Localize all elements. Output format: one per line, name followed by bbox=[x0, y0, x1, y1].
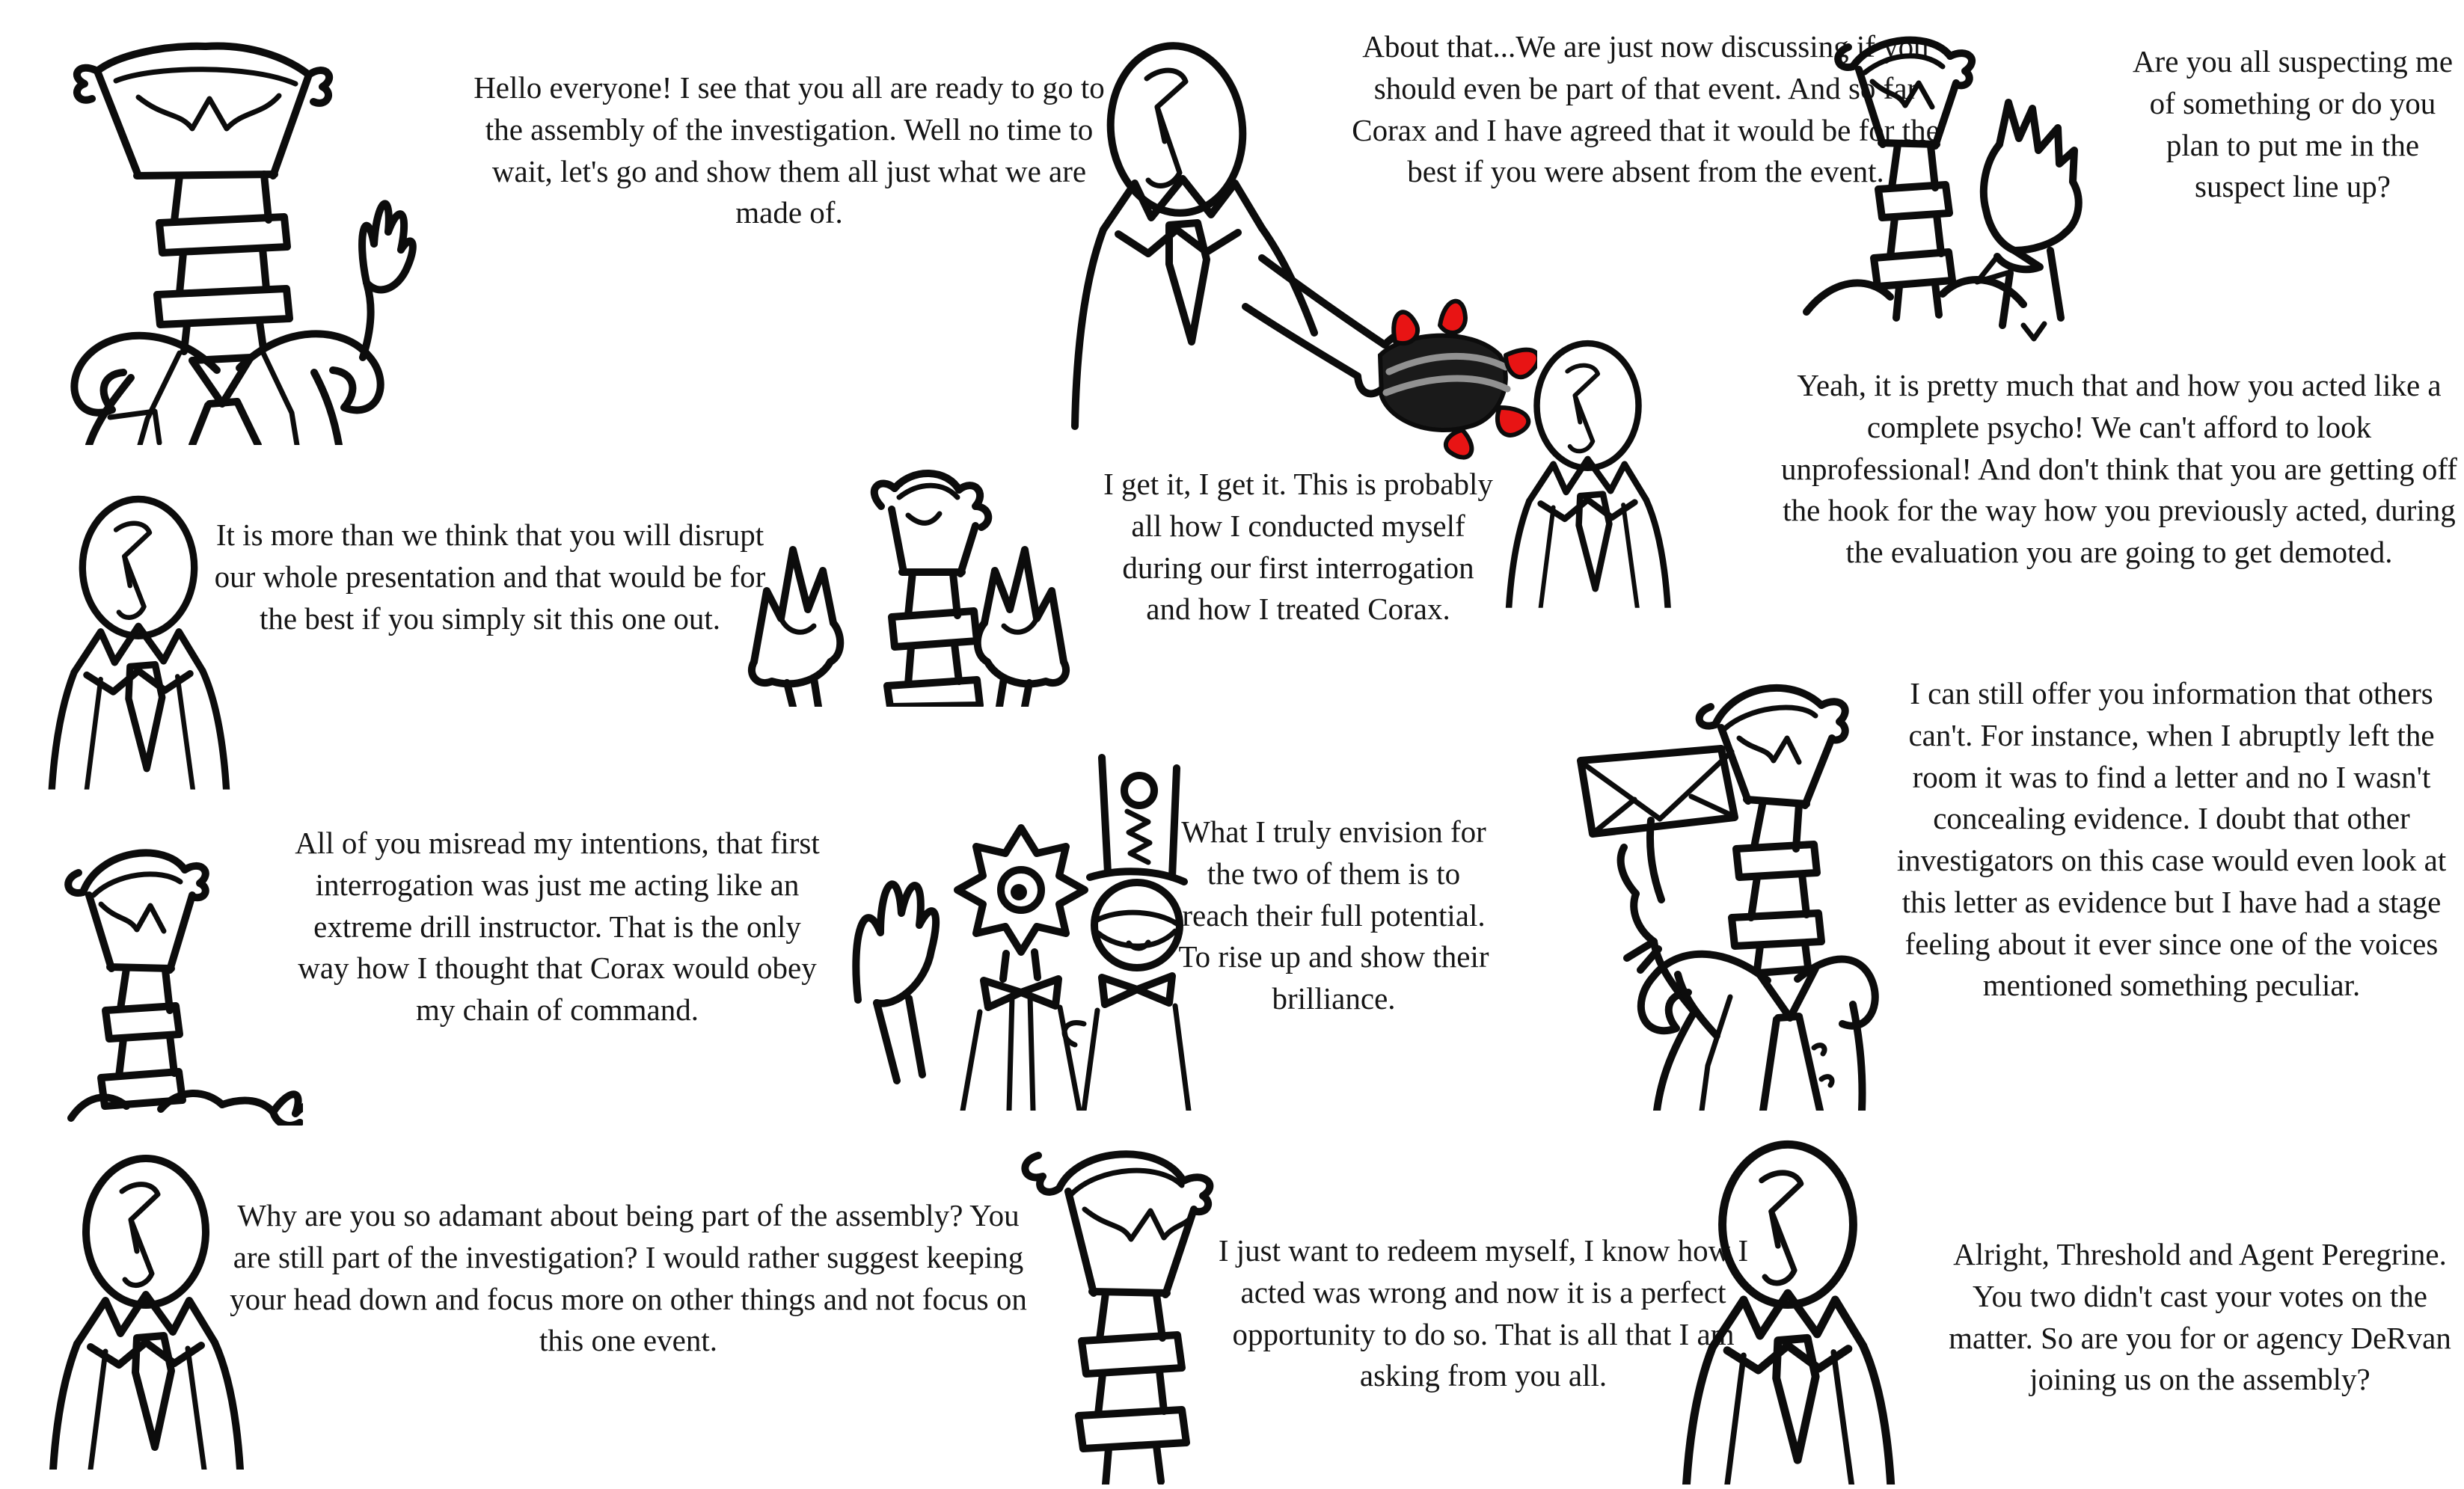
oval-figure-illustration bbox=[34, 475, 243, 804]
three-heads-illustration bbox=[726, 438, 1092, 707]
character-oval-figure-2 bbox=[1492, 318, 1683, 624]
speech-text-2: About that...We are just now discussing if you should even be part of that event. And so far Corax and I have agreed that it would be for the best if you were absent from the event. bbox=[1352, 29, 1940, 189]
character-torch-figure-gesturing bbox=[26, 804, 303, 1126]
speech-text-6: Yeah, it is pretty much that and how you acted like a complete psycho! We can't afford to look unprofessional! And don't think that you are getting off the hook for the way how you previously acted, during the evaluation you are going to get demoted. bbox=[1781, 368, 2457, 569]
oval-figure-illustration bbox=[1492, 318, 1683, 624]
character-oval-figure-1 bbox=[34, 475, 243, 804]
speech-text-10: Why are you so adamant about being part of the assembly? You are still part of the investigation? I would rather suggest keeping your head down and focus more on other things and not focus on this one event. bbox=[230, 1198, 1027, 1358]
character-oval-figure-4 bbox=[1664, 1133, 1911, 1485]
character-torch-head-and-fox bbox=[1777, 4, 2098, 344]
eye-head-pair-illustration bbox=[834, 737, 1193, 1111]
speech-text-3: Are you all suspecting me of something or do you plan to put me in the suspect line up? bbox=[2132, 44, 2454, 204]
speech-text-4: It is more than we think that you will disrupt our whole presentation and that would be for the best if you simply sit this one out. bbox=[214, 518, 766, 636]
torch-figure-claw-illustration bbox=[26, 804, 303, 1126]
speech-text-12: Alright, Threshold and Agent Peregrine. You two didn't cast your votes on the matter. So are you for or agency DeRvan joining us on the assembly? bbox=[1949, 1237, 2451, 1397]
character-torch-figure-greeting bbox=[26, 0, 423, 445]
speech-text-7: All of you misread my intentions, that first interrogation was just me acting like an extreme drill instructor. That is the only way how I thought that Corax would obey my chain of command. bbox=[295, 826, 820, 1027]
speech-text-9: I can still offer you information that others can't. For instance, when I abruptly left the room it was to find a letter and no I wasn't concealing evidence. I doubt that other investigators on this case would even look at this letter as evidence but I have had a stage feeling about it ever since one of the voices mentioned something peculiar. bbox=[1896, 676, 2447, 1003]
torch-figure-envelope-illustration bbox=[1470, 632, 1889, 1111]
torch-and-fox-illustration bbox=[1777, 4, 2098, 344]
torch-figure-illustration bbox=[26, 0, 423, 445]
character-three-heads-back-view bbox=[726, 438, 1092, 707]
character-eye-head-and-goggled-figure bbox=[834, 737, 1193, 1111]
oval-figure-illustration bbox=[1664, 1133, 1911, 1485]
speech-text-8: What I truly envision for the two of them is to reach their full potential. To rise up and show their brilliance. bbox=[1178, 814, 1489, 1016]
speech-text-11: I just want to redeem myself, I know how I acted was wrong and now it is a perfect opportunity to do so. That is all that I am asking from you all. bbox=[1218, 1233, 1749, 1393]
speech-text-1: Hello everyone! I see that you all are ready to go to the assembly of the investigation. Well no time to wait, let's go and show them all just what we are made of. bbox=[474, 70, 1105, 230]
speech-text-5: I get it, I get it. This is probably all how I conducted myself during our first interrogation and how I treated Corax. bbox=[1103, 467, 1493, 627]
character-torch-figure-holding-letter bbox=[1470, 632, 1889, 1111]
